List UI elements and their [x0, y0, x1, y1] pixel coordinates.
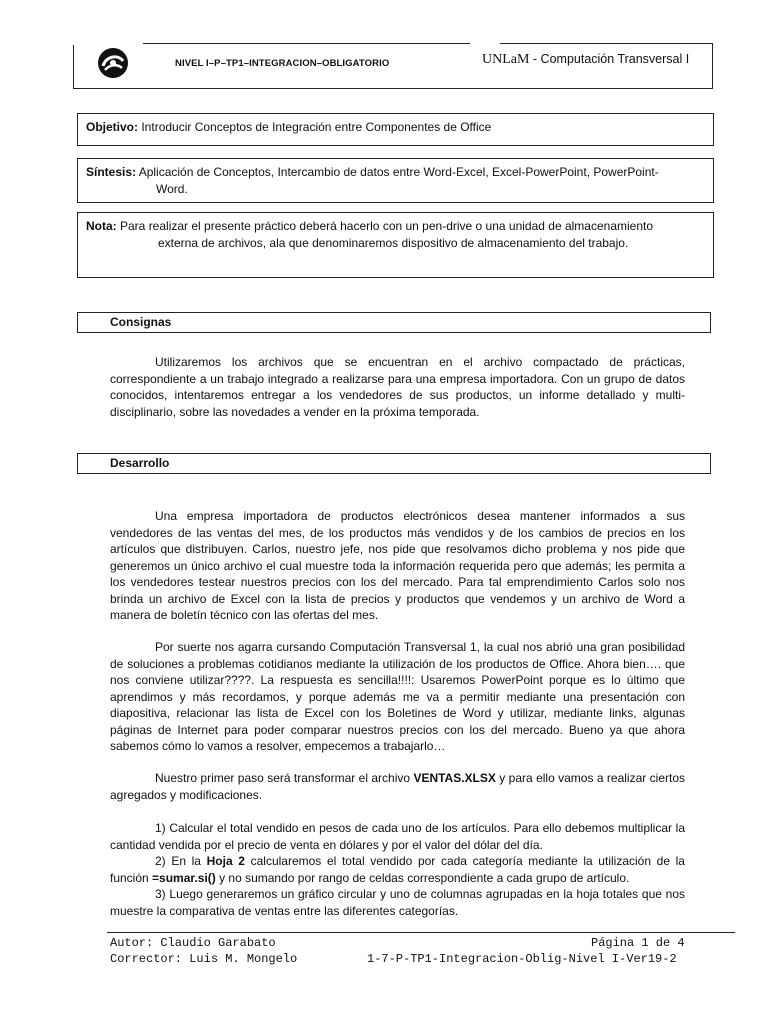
step-1: 1) Calcular el total vendido en pesos de cada uno de los artículos. Para ello debemos multiplicar la cantidad vendida por el precio de venta en dólares y por el valor del dólar del día. [110, 821, 685, 852]
footer-ref: 1-7-P-TP1-Integracion-Oblig-Nivel I-Ver19-2 [367, 952, 677, 966]
course-title [482, 52, 689, 68]
institution-name: UNLaM [482, 52, 530, 67]
sintesis-text-cont: Word. [156, 182, 188, 196]
objetivo-label: Objetivo: [86, 120, 139, 134]
objetivo-box [77, 113, 714, 146]
consignas-text: Utilizaremos los archivos que se encuentran en el archivo compactado de prácticas, correspondiente a un trabajo integrado a realizarse para una empresa importadora. Con un grupo de datos conocidos, intentaremos entregar a los vendedores de sus productos, un informe detallado y multi-disciplinario, sobre las novedades a vender en la próxima temporada. [110, 355, 685, 419]
doc-code: NIVEL I–P–TP1–INTEGRACION–OBLIGATORIO [175, 58, 390, 69]
nota-text: Para realizar el presente práctico deberá hacerlo con un pen-drive o una unidad de almacenamiento [116, 219, 654, 233]
p3-filename: VENTAS.XLSX [413, 771, 496, 785]
header-frame-gap [73, 43, 143, 45]
desarrollo-text-2: Por suerte nos agarra cursando Computación Transversal 1, la cual nos abrió una gran posibilidad de soluciones a problemas cotidianos mediante la utilización de los productos de Office. Ahora bien…. que nos conviene utilizar????. La respuesta es sencilla!!!!: Usaremos PowerPoint porque es lo último que aprendimos y más recordamos, y porque además me va a permitir mediante una presentación con diapositiva, relacionar las lista de Excel con los Boletines de Word y utilizar, mediante links, algunas páginas de Internet para poder comparar nuestros precios con los del mercado. Bueno ya que ahora sabemos cómo lo vamos a resolver, empecemos a trabajarlo… [110, 640, 685, 753]
footer-author: Autor: Claudio Garabato [110, 936, 276, 950]
sintesis-box [77, 158, 714, 203]
step-2-sheet: Hoja 2 [206, 854, 245, 868]
objetivo-text: Introducir Conceptos de Integración entre Componentes de Office [138, 120, 492, 134]
unlam-logo-icon [96, 46, 130, 80]
nota-label: Nota: [86, 219, 117, 233]
footer-page: Página 1 de 4 [591, 936, 685, 950]
steps-list [110, 820, 685, 919]
p3-text-c: y para ello vamos a realizar ciertos agregados y modificaciones. [110, 771, 685, 802]
step-2-e: y no sumando por rango de celdas correspondiente a cada grupo de artículo. [215, 870, 630, 885]
header-frame-gap [470, 43, 500, 45]
consignas-heading: Consignas [77, 312, 711, 333]
p3-text-a: Nuestro primer paso será transformar el archivo [155, 771, 414, 785]
desarrollo-paragraph-2 [110, 639, 685, 755]
step-2-function: =sumar.si() [152, 870, 216, 885]
sintesis-label: Síntesis: [86, 165, 137, 179]
desarrollo-heading: Desarrollo [77, 453, 711, 474]
desarrollo-paragraph-3 [110, 770, 685, 803]
nota-box [77, 212, 714, 278]
footer-corrector: Corrector: Luis M. Mongelo [110, 952, 298, 966]
step-3: 3) Luego generaremos un gráfico circular y uno de columnas agrupadas en la hoja totales que nos muestre la comparativa de ventas entre las diferentes categorías. [110, 887, 685, 918]
sintesis-text: Aplicación de Conceptos, Intercambio de datos entre Word-Excel, Excel-PowerPoint, PowerPoint- [136, 165, 659, 179]
step-2-c: calcularemos el total vendido por cada categoría mediante la utilización de la función [110, 854, 685, 885]
nota-text-cont: externa de archivos, ala que denominaremos dispositivo de almacenamiento del trabajo. [158, 236, 629, 250]
step-2 [110, 853, 685, 886]
course-name: - Computación Transversal I [529, 52, 690, 66]
desarrollo-paragraph-1 [110, 508, 685, 624]
consignas-paragraph [110, 354, 685, 420]
desarrollo-text-1: Una empresa importadora de productos electrónicos desea mantener informados a sus vendedores de las ventas del mes, de los productos más vendidos y de los cambios de precios en los artículos que distribuyen. Carlos, nuestro jefe, nos pide que resolvamos dicho problema y nos pide que generemos un único archivo el cual muestre toda la información requerida pero que además; les permita a los vendedores testear nuestros precios con los del mercado. Para tal emprendimiento Carlos solo nos brinda un archivo de Excel con la lista de precios y productos que vendemos y un archivo de Word a manera de boletín técnico con las ofertas del mes. [110, 509, 685, 622]
footer-divider [107, 932, 735, 933]
step-2-a: 2) En la [155, 854, 207, 868]
